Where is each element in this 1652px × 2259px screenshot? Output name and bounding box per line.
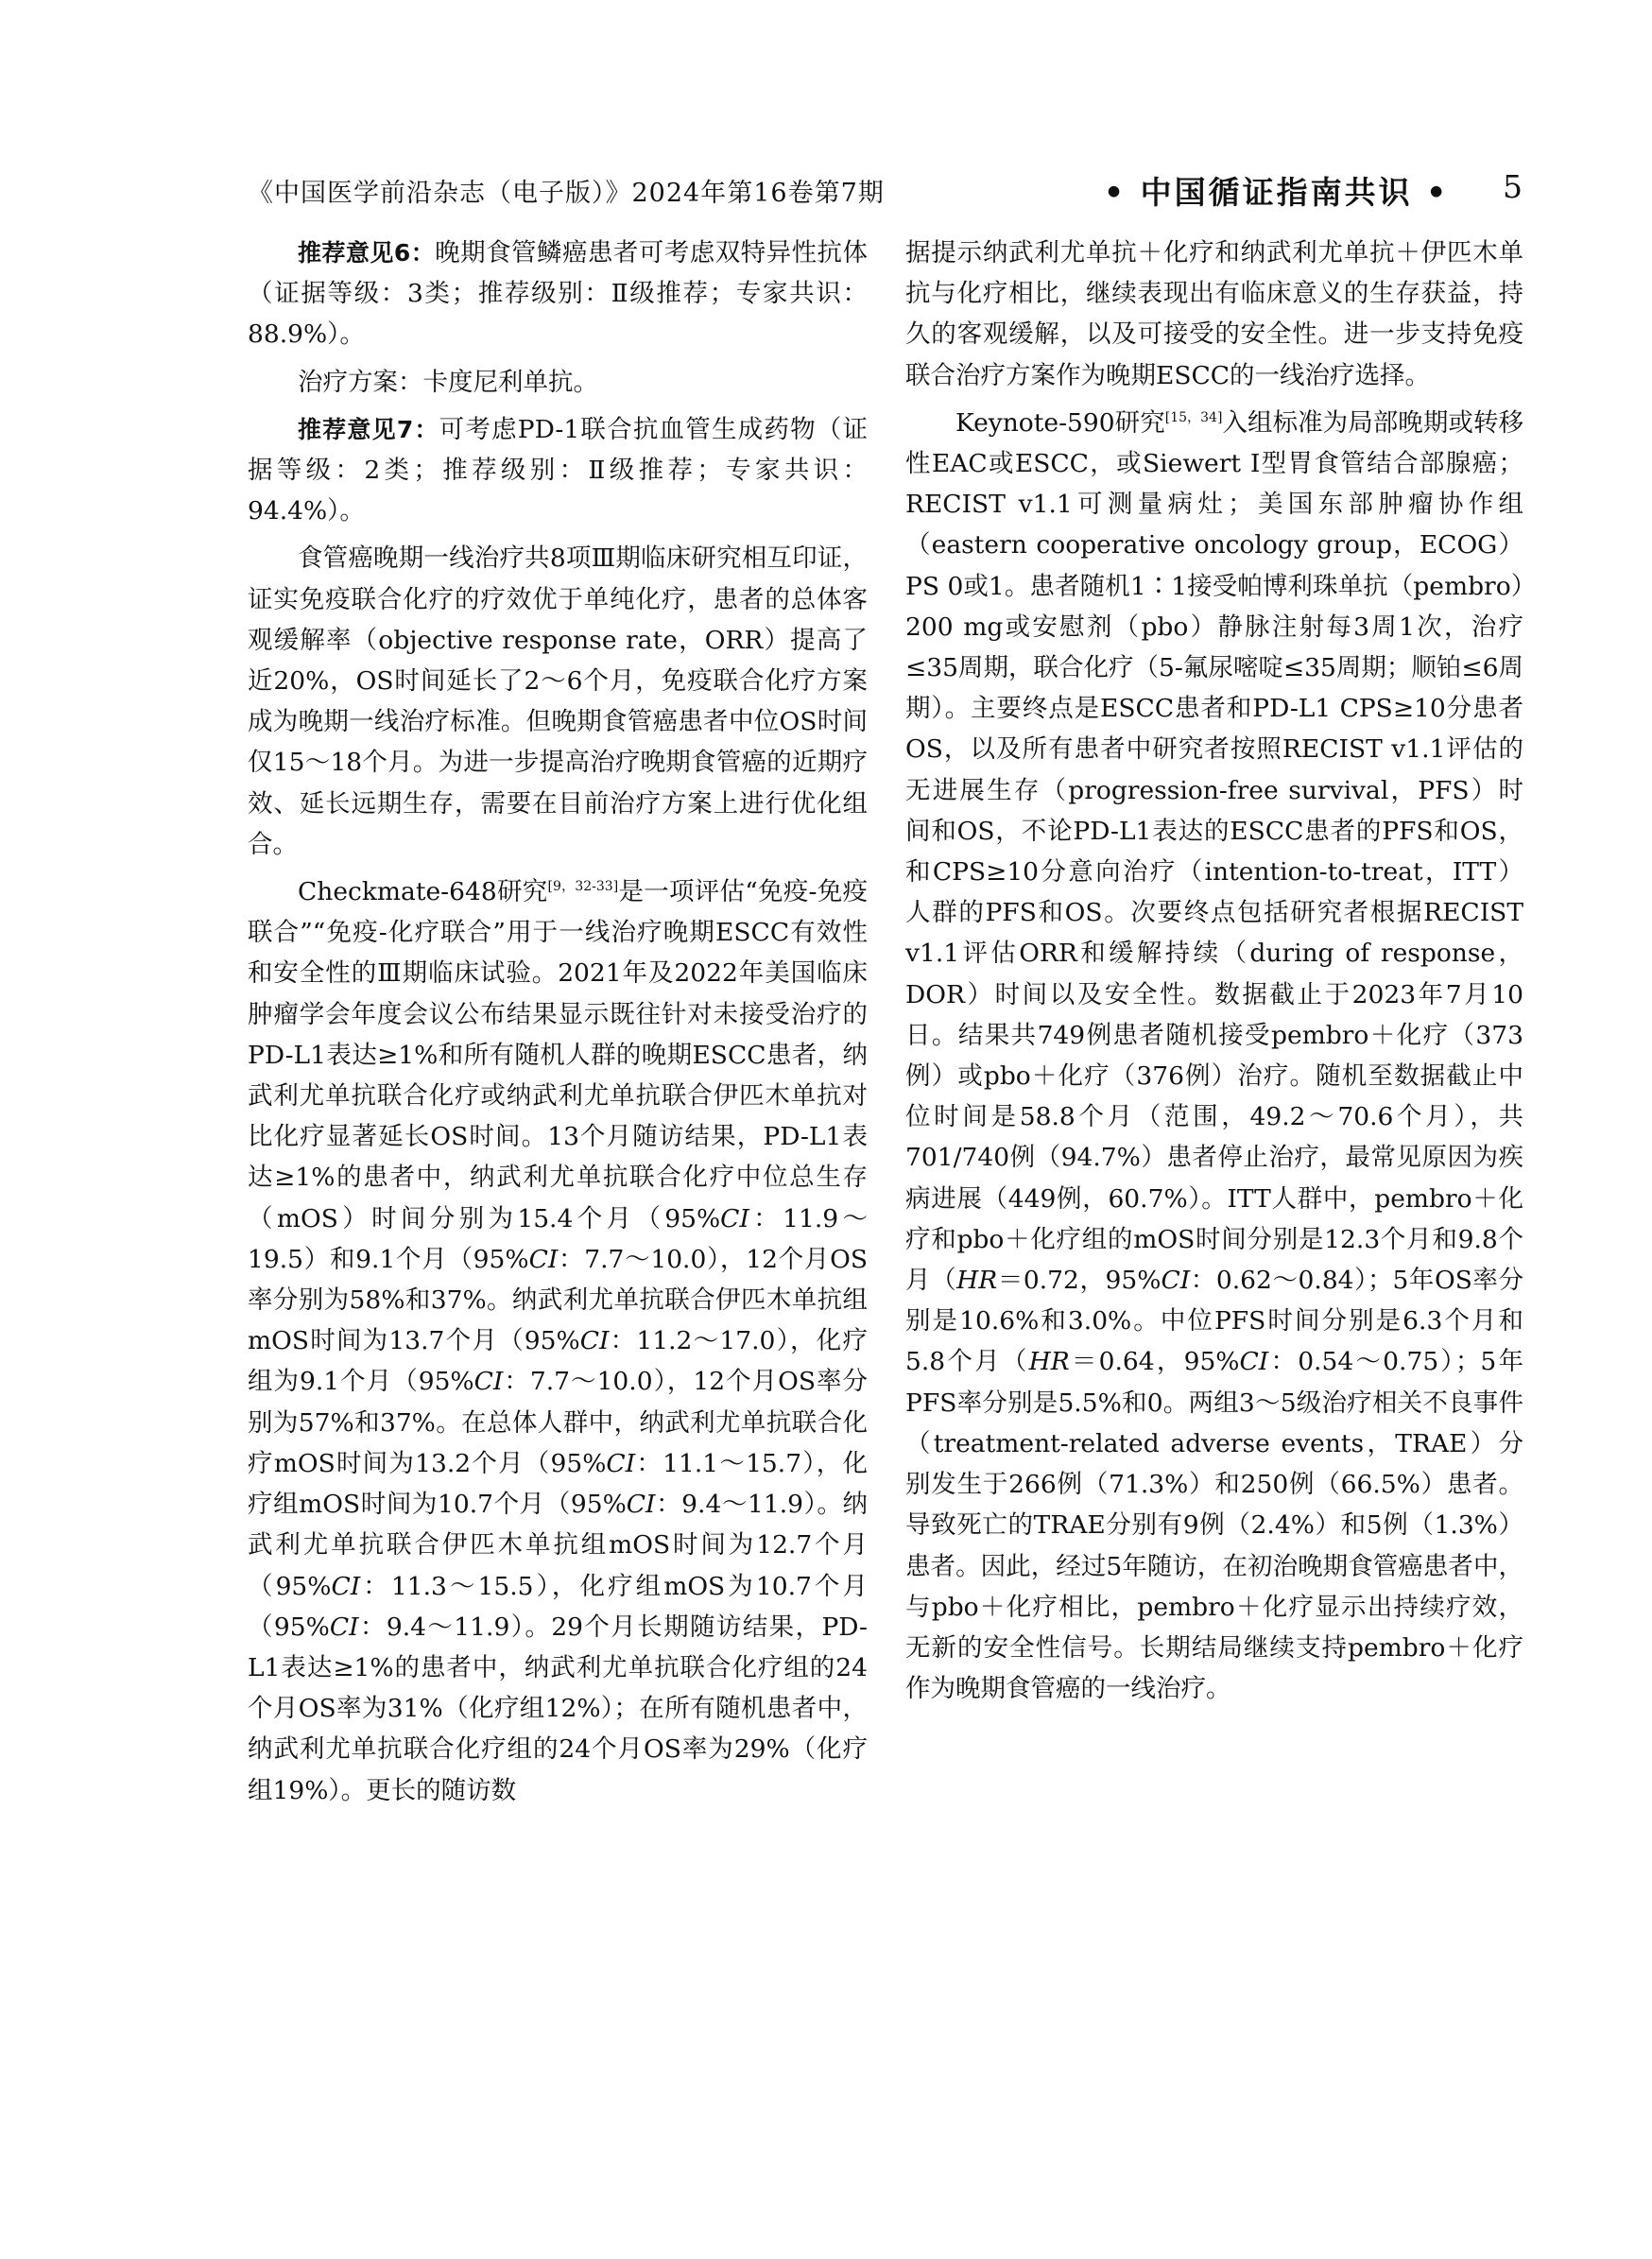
page-number: 5: [1503, 168, 1523, 205]
paragraph-text: 是一项评估“免疫-免疫联合”“免疫-化疗联合”用于一线治疗晚期ESCC有效性和安全性的Ⅲ期临床试验。2021年及2022年美国临床肿瘤学会年度会议公布结果显示既往针对未接受治疗的PD-L1表达≥1%和所有随机人群的晚期ESCC患者，纳武利尤单抗联合化疗或纳武利尤单抗联合伊匹木单抗对比化疗显著延长OS时间。13个月随访结果，PD-L1表达≥1%的患者中，纳武利尤单抗联合化疗中位总生存（mOS）时间分别为15.4个月（95%: [248, 877, 868, 1233]
paragraph-text: ＝0.64，95%: [1069, 1347, 1240, 1377]
paragraph-text: ：7.7～10.0），12个月OS率分别为57%和37%。在总体人群中，纳武利尤单抗联合化疗mOS时间为13.2个月（95%: [248, 1367, 869, 1478]
paragraph-text: ：11.3～15.5），化疗组mOS为10.7个月（95%: [248, 1571, 868, 1642]
hr-symbol: HR: [956, 1266, 998, 1296]
right-column: [905, 233, 1523, 1716]
paragraph-text: Checkmate-648研究: [298, 877, 548, 907]
paragraph-text: 食管癌晚期一线治疗共8项Ⅲ期临床研究相互印证，证实免疫联合化疗的疗效优于单纯化疗，患者的总体客观缓解率（objective response rate，ORR）提高了近20%，OS时间延长了2～6个月，免疫联合化疗方案成为晚期一线治疗标准。但晚期食管癌患者中位OS时间仅15～18个月。为进一步提高治疗晚期食管癌的近期疗效、延长远期生存，需要在目前治疗方案上进行优化组合。: [248, 543, 868, 859]
paragraph-text: ：7.7～10.0），12个月OS率分别为58%和37%。纳武利尤单抗联合伊匹木单抗组mOS时间为13.7个月（95%: [248, 1244, 868, 1356]
ci-symbol: CI: [331, 1571, 361, 1601]
hr-symbol: HR: [1028, 1347, 1070, 1377]
ci-symbol: CI: [606, 1448, 636, 1478]
paragraph-text: ：11.2～17.0），化疗组为9.1个月（95%: [248, 1326, 868, 1397]
paragraph-text: ：9.4～11.9）。纳武利尤单抗联合伊匹木单抗组mOS时间为12.7个月（95%: [248, 1490, 868, 1601]
paragraph-text: 晚期食管鳞癌患者可考虑双特异性抗体（证据等级：3类；推荐级别：Ⅱ级推荐；专家共识：88.9%）。: [248, 238, 868, 350]
ci-symbol: CI: [528, 1244, 559, 1274]
paragraph: [905, 403, 1523, 1710]
paragraph: [248, 538, 868, 865]
paragraph: [905, 233, 1523, 396]
paragraph-text: ：11.1～15.7），化疗组mOS时间为10.7个月（95%: [248, 1448, 868, 1520]
citation: [15，34]: [1164, 409, 1223, 425]
paragraph-text: 治疗方案：卡度尼利单抗。: [298, 367, 598, 397]
left-column: [248, 233, 868, 1818]
citation: [9，32-33]: [547, 879, 619, 895]
paragraph-text: 入组标准为局部晚期或转移性EAC或ESCC，或Siewert Ⅰ型胃食管结合部腺癌；RECIST v1.1可测量病灶；美国东部肿瘤协作组（eastern cooperative oncology group，ECOG）PS 0或1。患者随机1∶1接受帕博利珠单抗（pembro）200 mg或安慰剂（pbo）静脉注射每3周1次，治疗≤35周期，联合化疗（5-氟尿嘧啶≤35周期；顺铂≤6周期）。主要终点是ESCC患者和PD-L1 CPS≥10分患者OS，以及所有患者中研究者按照RECIST v1.1评估的无进展生存（progression-free survival，PFS）时间和OS，不论PD-L1表达的ESCC患者的PFS和OS，和CPS≥10分意向治疗（intention-to-treat，ITT）人群的PFS和OS。次要终点包括研究者根据RECIST v1.1评估ORR和缓解持续（during of response，DOR）时间以及安全性。数据截止于2023年7月10日。结果共749例患者随机接受pembro＋化疗（373例）或pbo＋化疗（376例）治疗。随机至数据截止中位时间是58.8个月（范围，49.2～70.6个月），共701/740例（94.7%）患者停止治疗，最常见原因为疾病进展（449例，60.7%）。ITT人群中，pembro＋化疗和pbo＋化疗组的mOS时间分别是12.3个月和9.8个月（: [905, 407, 1523, 1296]
paragraph: [248, 362, 868, 403]
ci-symbol: CI: [1161, 1266, 1191, 1296]
paragraph-text: ：11.9～19.5）和9.1个月（95%: [248, 1203, 868, 1274]
paragraph-text: Keynote-590研究: [955, 407, 1165, 438]
paragraph-text: 可考虑PD-1联合抗血管生成药物（证据等级：2类；推荐级别：Ⅱ级推荐；专家共识：94.4%）。: [248, 414, 868, 526]
ci-symbol: CI: [1239, 1347, 1269, 1377]
paragraph-text: ＝0.72，95%: [997, 1266, 1162, 1296]
paragraph: [248, 871, 868, 1811]
ci-symbol: CI: [329, 1612, 359, 1642]
recommendation-label: 推荐意见7：: [298, 415, 439, 443]
section-header: • 中国循证指南共识 •: [1104, 174, 1450, 211]
paragraph: [248, 233, 868, 355]
ci-symbol: CI: [626, 1490, 656, 1520]
journal-header: 《中国医学前沿杂志（电子版）》2024年第16卷第7期: [248, 179, 885, 208]
recommendation-label: 推荐意见6：: [298, 239, 436, 267]
ci-symbol: CI: [579, 1326, 610, 1356]
ci-symbol: CI: [473, 1367, 504, 1397]
ci-symbol: CI: [720, 1203, 749, 1233]
paragraph-text: ：0.62～0.84）；5年OS率分别是10.6%和3.0%。中位PFS时间分别是6.3个月和5.8个月（: [905, 1266, 1524, 1377]
paragraph-text: ：9.4～11.9）。29个月长期随访结果，PD-L1表达≥1%的患者中，纳武利尤单抗联合化疗组的24个月OS率为31%（化疗组12%）；在所有随机患者中，纳武利尤单抗联合化疗组的24个月OS率为29%（化疗组19%）。更长的随访数: [248, 1612, 868, 1805]
paragraph-text: 据提示纳武利尤单抗＋化疗和纳武利尤单抗＋伊匹木单抗与化疗相比，继续表现出有临床意义的生存获益，持久的客观缓解，以及可接受的安全性。进一步支持免疫联合治疗方案作为晚期ESCC的一线治疗选择。: [905, 238, 1523, 390]
paragraph-text: ：0.54～0.75）；5年PFS率分别是5.5%和0。两组3～5级治疗相关不良事件（treatment-related adverse events，TRAE）分别发生于266例（71.3%）和250例（66.5%）患者。导致死亡的TRAE分别有9例（2.4%）和5例（1.3%）患者。因此，经过5年随访，在初治晚期食管癌患者中，与pbo＋化疗相比，pembro＋化疗显示出持续疗效，无新的安全性信号。长期结局继续支持pembro＋化疗作为晚期食管癌的一线治疗。: [905, 1347, 1523, 1704]
paragraph: [248, 409, 868, 532]
